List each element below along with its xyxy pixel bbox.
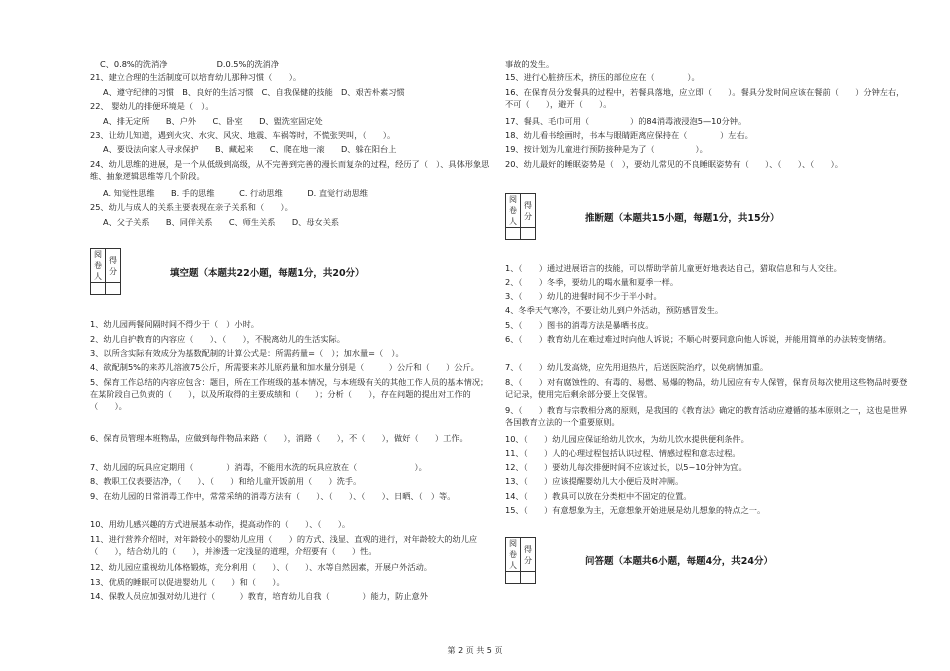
fill-line: 5、保育工作总结的内容应包含：题目，所在工作班级的基本情况，与本班级有关的其他工作人员的基本情况；在某阶段自己负责的（ ），以及所取得的主要成绩和（ ）；分析（ ），存在问题的提出对工作的（ ）。 [90,377,489,411]
question-line: 22、 婴幼儿的排便环境是（ ）。 [90,101,214,111]
fill-line: 3、以所含实际有效成分为基数配制的计算公式是：所需药量=（ ）；加水量=（ ）。 [90,348,404,358]
page-footer: 第 2 页 共 5 页 [447,646,503,655]
judge-line: 14、（ ）教具可以放在分类柜中不固定的位置。 [505,491,692,501]
question-option-line: A. 知觉性思维 B. 手的思维 C. 行动思维 D. 直觉行动思维 [103,188,368,198]
question-line: 24、幼儿思维的进展，是一个从低级到高级，从不完善到完善的漫长而复杂的过程，经历了（ ）、具体形象思维、抽象逻辑思维等几个阶段。 [90,159,490,181]
reviewer-label: 阅卷人 [91,249,106,283]
score-label: 得分 [521,194,536,228]
score-label: 得分 [521,538,536,572]
score-box [90,248,121,295]
judge-line: 4、冬季天气寒冷，不要让幼儿到户外活动，预防感冒发生。 [505,305,724,315]
reviewer-cell[interactable] [506,228,521,240]
score-label: 得分 [106,249,121,283]
fill-line: 7、幼儿园的玩具应定期用（ ）消毒，不能用水洗的玩具应放在（ ）。 [90,462,427,472]
question-line: 19、按计划为儿童进行预防接种是为了（ ）。 [505,144,708,154]
fill-line: 2、幼儿自护教育的内容应（ ）、（ ），不脱离幼儿的生活实际。 [90,334,345,344]
judge-line: 11、（ ）人的心理过程包括认识过程、情感过程和意志过程。 [505,448,741,458]
question-option-line: C、0.8%的洗消净 D.0.5%的洗消净 [100,59,280,69]
question-line: 17、餐具、毛巾可用（ ）的84消毒液浸泡5—10分钟。 [505,116,747,126]
section-title-fill: 填空题（本题共22小题，每题1分，共20分） [170,268,365,279]
fill-line: 14、保教人员应加强对幼儿进行（ ）教育，培育幼儿自我（ ）能力，防止意外 [90,591,428,601]
judge-line: 8、（ ）对有腐蚀性的、有毒的、易燃、易爆的物品，幼儿园应有专人保管，保育员每次使用这些物品时要登记记录，使用完后剩余部分要上交保管。 [505,377,908,399]
reviewer-label: 阅卷人 [506,538,521,572]
judge-line: 3、（ ）幼儿的进餐时间不少于半小时。 [505,291,662,301]
question-line: 18、幼儿看书绘画时，书本与眼睛距离应保持在（ ）左右。 [505,130,753,140]
question-option-line: A、父子关系 B、同伴关系 C、师生关系 D、母女关系 [103,217,340,227]
fill-line: 8、教职工仪表要洁净，（ ）、（ ）和给儿童开饭前用（ ）洗手。 [90,476,362,486]
judge-line: 5、（ ）图书的消毒方法是暴晒书皮。 [505,320,654,330]
fill-line: 9、在幼儿园的日常消毒工作中，常常采纳的消毒方法有（ ）、（ ）、（ ）、日晒、（ ）等。 [90,491,456,501]
fill-line: 6、保育员管理本班物品，应做到每件物品来路（ ），消路（ ），不（ ），做好（ ）工作。 [90,433,468,443]
section-title-qa: 问答题（本题共6小题，每题4分，共24分） [585,556,773,567]
reviewer-cell[interactable] [506,572,521,584]
reviewer-cell[interactable] [91,283,106,295]
question-line: 21、建立合理的生活制度可以培育幼儿那种习惯（ ）。 [90,72,302,82]
question-line: 20、幼儿最好的睡眠姿势是（ ），要幼儿常见的不良睡眠姿势有（ ）、（ ）、（ ）。 [505,159,843,169]
question-line: 16、在保育员分发餐具的过程中，若餐具落地，应立即（ ）。餐具分发时间应该在餐前（ ）分钟左右，不可（ ），避开（ ）。 [505,87,905,109]
judge-line: 15、（ ）有意想象为主，无意想象开始进展是幼儿想象的特点之一。 [505,505,766,515]
question-option-line: A、要设法向家人寻求保护 B、藏起来 C、爬在地一滚 D、躲在阳台上 [103,144,397,154]
question-line: 事故的发生。 [505,59,555,69]
fill-line: 10、用幼儿感兴趣的方式进展基本动作，提高动作的（ ）、（ ）。 [90,519,351,529]
score-box [505,537,536,584]
judge-line: 2、（ ）冬季，要幼儿的喝水量和夏季一样。 [505,277,679,287]
question-line: 15、进行心脏挤压术，挤压的部位应在（ ）。 [505,72,700,82]
judge-line: 6、（ ）教育幼儿在难过难过时向他人诉说；不顺心时要同意向他人诉说，并能用简单的办法转变情绪。 [505,334,891,344]
reviewer-label: 阅卷人 [506,194,521,228]
question-option-line: A、遵守纪律的习惯 B、良好的生活习惯 C、自我保健的技能 D、艰苦朴素习惯 [103,87,405,97]
section-title-judge: 推断题（本题共15小题，每题1分，共15分） [585,213,780,224]
fill-line: 4、欲配制5%的来苏儿溶液75公斤，所需要来苏儿原药量和加水量分别是（ ）公斤和（ ）公斤。 [90,362,479,372]
score-box [505,193,536,240]
judge-line: 1、（ ）通过进展语言的技能，可以帮助学前儿童更好地表达自己，猎取信息和与人交往。 [505,263,842,273]
fill-line: 13、优质的睡眠可以促进婴幼儿（ ）和（ ）。 [90,577,285,587]
question-line: 25、幼儿与成人的关系主要表现在亲子关系和（ ）。 [90,202,293,212]
judge-line: 13、（ ）应该提醒婴幼儿大小便后及时冲厕。 [505,476,684,486]
question-option-line: A、排无定所 B、户外 C、卧室 D、盥洗室固定处 [103,116,323,126]
score-cell[interactable] [106,283,121,295]
judge-line: 7、（ ）幼儿发高烧，应先用退热片，后送医院治疗，以免病情加重。 [505,362,769,372]
question-line: 23、让幼儿知道，遇到火灾、水灾、风灾、地震、车祸等时，不慌张哭叫，（ ）。 [90,130,396,140]
fill-line: 1、幼儿园两餐间隔时间不得少于（ ）小时。 [90,319,259,329]
judge-line: 9、（ ）教育与宗教相分离的原则，是我国的《教育法》确定的教育活动应遵循的基本原则之一，这也是世界各国教育立法的一个重要原则。 [505,405,908,427]
judge-line: 10、（ ）幼儿园应保证给幼儿饮水，为幼儿饮水提供便利条件。 [505,434,749,444]
score-cell[interactable] [521,228,536,240]
score-cell[interactable] [521,572,536,584]
judge-line: 12、（ ）要幼儿每次排便时间不应该过长，以5~10分钟为宜。 [505,462,747,472]
fill-line: 11、进行营养介绍时，对年龄较小的婴幼儿应用（ ）的方式、浅显、直观的进行，对年龄较大的幼儿应（ ），结合幼儿的（ ），并渗透一定浅显的道理，介绍要有（ ）性。 [90,534,478,556]
fill-line: 12、幼儿园应重视幼儿体格锻炼，充分利用（ ）、（ ）、水等自然因素，开展户外活动。 [90,562,432,572]
